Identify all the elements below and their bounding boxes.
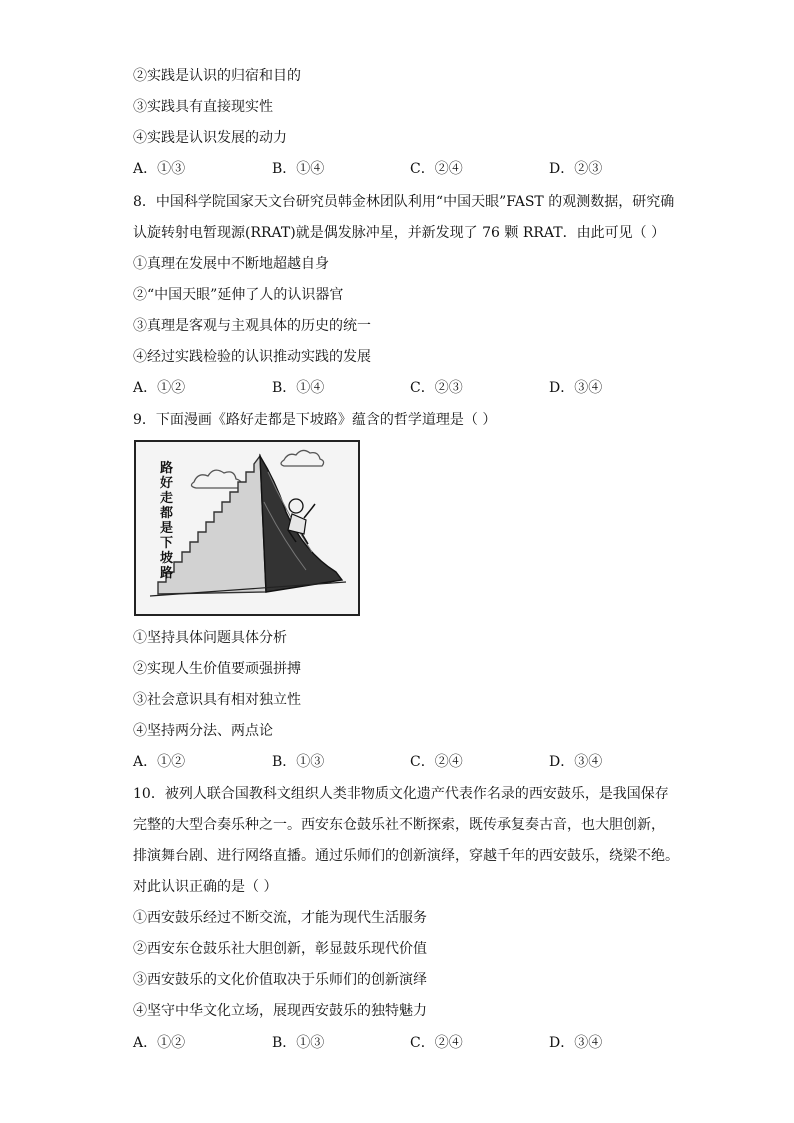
q8-item-1: ①真理在发展中不断地超越自身: [133, 256, 329, 272]
q9-item-1: ①坚持具体问题具体分析: [133, 630, 287, 646]
comic-caption-char: 下: [160, 536, 174, 551]
q9-option-a: A．①②: [133, 754, 186, 770]
sliding-person-icon: [288, 499, 315, 544]
q10-item-2: ②西安东仓鼓乐社大胆创新，彰显鼓乐现代价值: [133, 941, 427, 957]
q8-option-d: D．③④: [549, 380, 603, 396]
q10-option-a: A．①②: [133, 1035, 186, 1051]
comic-caption-char: 好: [160, 476, 174, 491]
q9-item-4: ④坚持两分法、两点论: [133, 723, 273, 739]
q10-stem-line-2: 完整的大型合奏乐种之一。西安东仓鼓乐社不断探索，既传承复奏古音，也大胆创新，: [133, 817, 665, 833]
q10-option-b: B．①③: [272, 1035, 325, 1051]
comic-caption-char: 路: [160, 461, 174, 476]
q10-stem-line-1: 10．被列人联合国教科文组织人类非物质文化遗产代表作名录的西安鼓乐，是我国保存: [133, 786, 669, 802]
comic-staircase: [158, 456, 266, 594]
q7-option-b: B．①④: [272, 161, 325, 177]
comic-caption-char: 路: [160, 566, 174, 581]
comic-caption-char: 坡: [160, 551, 174, 566]
q10-stem-line-3: 排演舞台剧、进行网络直播。通过乐师们的创新演绎，穿越千年的西安鼓乐，绕梁不绝。: [133, 848, 679, 864]
q8-stem-line-1: 8．中国科学院国家天文台研究员韩金林团队利用“中国天眼”FAST 的观测数据，研究确: [133, 194, 675, 210]
q9-option-c: C．②④: [410, 754, 463, 770]
q9-stem: 9．下面漫画《路好走都是下坡路》蕴含的哲学道理是（ ）: [133, 412, 497, 428]
q9-comic-image: [134, 440, 360, 616]
q9-option-d: D．③④: [549, 754, 603, 770]
q8-stem-line-2: 认旋转射电暂现源(RRAT)就是偶发脉冲星，并新发现了 76 颗 RRAT．由此可见（ ）: [133, 225, 666, 241]
comic-drawing: [136, 442, 358, 614]
q7-item-3: ③实践具有直接现实性: [133, 99, 273, 115]
q9-item-3: ③社会意识具有相对独立性: [133, 692, 301, 708]
q10-stem-line-4: 对此认识正确的是（ ）: [133, 879, 278, 895]
q9-item-2: ②实现人生价值要顽强拼搏: [133, 661, 301, 677]
q10-item-4: ④坚守中华文化立场，展现西安鼓乐的独特魅力: [133, 1003, 427, 1019]
q8-option-c: C．②③: [410, 380, 463, 396]
q8-option-b: B．①④: [272, 380, 325, 396]
q7-item-4: ④实践是认识发展的动力: [133, 130, 287, 146]
q10-option-d: D．③④: [549, 1035, 603, 1051]
comic-caption-char: 都: [160, 506, 174, 521]
q8-item-4: ④经过实践检验的认识推动实践的发展: [133, 349, 371, 365]
comic-caption-char: 是: [160, 521, 174, 536]
q10-item-3: ③西安鼓乐的文化价值取决于乐师们的创新演绎: [133, 972, 427, 988]
q7-option-d: D．②③: [549, 161, 603, 177]
q8-item-2: ②“中国天眼”延伸了人的认识器官: [133, 287, 344, 303]
q7-item-2: ②实践是认识的归宿和目的: [133, 68, 301, 84]
q8-option-a: A．①②: [133, 380, 186, 396]
comic-caption-char: 走: [160, 491, 174, 506]
q7-option-c: C．②④: [410, 161, 463, 177]
q9-option-b: B．①③: [272, 754, 325, 770]
q10-option-c: C．②④: [410, 1035, 463, 1051]
q7-option-a: A．①③: [133, 161, 186, 177]
comic-caption: [159, 460, 174, 581]
q8-item-3: ③真理是客观与主观具体的历史的统一: [133, 318, 371, 334]
q10-item-1: ①西安鼓乐经过不断交流，才能为现代生活服务: [133, 910, 427, 926]
